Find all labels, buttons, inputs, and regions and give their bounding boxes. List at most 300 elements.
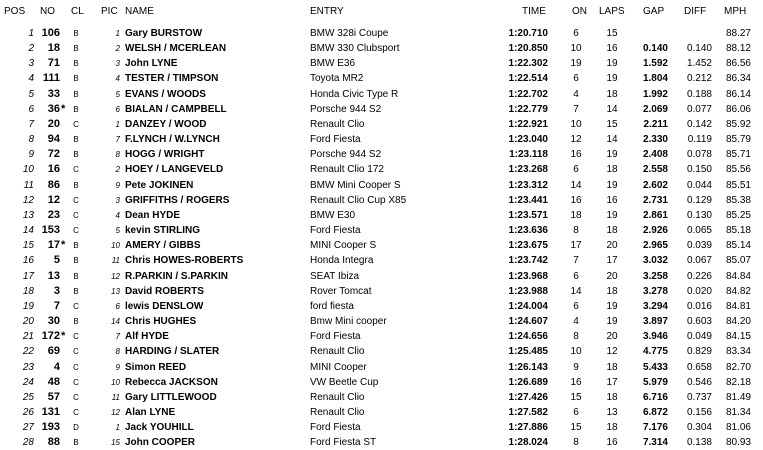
car-number-cell: 23 <box>47 208 60 221</box>
speed-mph-cell: 85.56 <box>725 164 751 176</box>
lap-time-cell: 1:22.302 <box>508 58 548 70</box>
best-lap-on-cell: 10 <box>570 118 582 130</box>
lap-time-cell: 1:26.143 <box>508 361 548 373</box>
class-cell: B <box>73 256 79 266</box>
car-entry-cell: Ford Fiesta <box>310 134 361 146</box>
gap-cell: 2.731 <box>642 194 668 206</box>
class-cell: D <box>73 423 79 433</box>
driver-name-cell: EVANS / WOODS <box>125 88 206 100</box>
driver-name-cell: Chris HUGHES <box>125 316 197 328</box>
position-in-class-cell: 2 <box>115 44 120 54</box>
class-cell: C <box>73 226 79 236</box>
gap-cell: 5.433 <box>642 361 668 373</box>
position-in-class-cell: 4 <box>115 74 120 84</box>
class-cell: B <box>73 180 79 190</box>
position-in-class-cell: 1 <box>115 29 120 38</box>
lap-time-cell: 1:24.004 <box>508 300 548 312</box>
class-cell: C <box>73 301 79 311</box>
driver-name-cell: HOGG / WRIGHT <box>125 149 205 161</box>
gap-cell: 6.716 <box>642 391 668 403</box>
table-row <box>0 147 763 162</box>
position-cell: 18 <box>22 285 34 297</box>
diff-cell: 0.304 <box>686 422 712 434</box>
position-cell: 22 <box>22 346 34 358</box>
position-cell: 27 <box>22 422 34 434</box>
table-row <box>0 420 763 435</box>
speed-mph-cell: 84.82 <box>725 285 751 297</box>
car-entry-cell: Honda Integra <box>310 255 374 267</box>
car-number-cell: 13 <box>47 269 60 282</box>
lap-time-cell: 1:23.118 <box>509 149 548 161</box>
header-diff: DIFF <box>684 6 707 17</box>
laps-cell: 15 <box>606 28 618 39</box>
car-number-cell: 88 <box>47 436 60 449</box>
best-lap-on-cell: 10 <box>570 43 582 55</box>
laps-cell: 19 <box>606 179 618 191</box>
position-in-class-cell: 10 <box>111 377 120 387</box>
header-cl: CL <box>71 6 84 17</box>
speed-mph-cell: 86.06 <box>725 103 751 115</box>
lap-time-cell: 1:23.968 <box>508 270 548 282</box>
gap-cell: 1.804 <box>642 73 668 85</box>
diff-cell: 0.156 <box>686 407 712 418</box>
car-number-cell: 30 <box>47 315 60 328</box>
speed-mph-cell: 86.56 <box>725 58 751 70</box>
position-cell: 15 <box>22 240 34 252</box>
best-lap-on-cell: 18 <box>570 209 582 221</box>
gap-cell: 0.140 <box>642 43 668 55</box>
table-row <box>0 208 763 223</box>
table-row <box>0 71 763 86</box>
table-row <box>0 162 763 177</box>
class-cell: B <box>73 241 79 251</box>
position-in-class-cell: 9 <box>115 362 120 372</box>
best-lap-on-cell: 8 <box>573 331 579 343</box>
gap-cell: 5.979 <box>642 376 668 388</box>
laps-cell: 19 <box>606 73 618 85</box>
diff-cell: 0.150 <box>686 164 712 176</box>
header-entry: ENTRY <box>310 6 344 17</box>
car-entry-cell: Ford Fiesta <box>310 225 361 237</box>
car-entry-cell: Renault Clio <box>310 346 365 358</box>
car-entry-cell: MINI Cooper S <box>310 240 377 252</box>
best-lap-on-cell: 4 <box>573 88 579 100</box>
marker-cell: * <box>61 239 66 252</box>
marker-cell: * <box>61 102 66 115</box>
position-cell: 26 <box>22 407 34 418</box>
best-lap-on-cell: 16 <box>570 149 582 161</box>
laps-cell: 20 <box>606 331 618 343</box>
position-cell: 12 <box>22 194 34 206</box>
best-lap-on-cell: 6 <box>573 300 579 312</box>
laps-cell: 18 <box>606 164 618 176</box>
position-cell: 7 <box>28 118 34 130</box>
gap-cell: 4.775 <box>642 346 668 358</box>
class-cell: B <box>73 150 79 160</box>
table-row <box>0 299 763 314</box>
gap-cell: 3.032 <box>642 255 668 267</box>
lap-time-cell: 1:24.607 <box>508 316 548 328</box>
car-number-cell: 153 <box>41 224 60 237</box>
diff-cell: 0.129 <box>686 194 712 206</box>
lap-time-cell: 1:23.441 <box>508 194 548 206</box>
position-cell: 28 <box>22 437 34 449</box>
speed-mph-cell: 84.81 <box>725 300 751 312</box>
position-in-class-cell: 6 <box>115 301 120 311</box>
lap-time-cell: 1:27.886 <box>508 422 548 434</box>
laps-cell: 16 <box>606 194 618 206</box>
laps-cell: 19 <box>606 149 618 161</box>
diff-cell: 0.130 <box>686 209 712 221</box>
position-cell: 20 <box>22 316 34 328</box>
position-cell: 4 <box>28 73 34 85</box>
diff-cell: 0.138 <box>686 437 712 449</box>
car-entry-cell: Renault Clio 172 <box>310 164 384 176</box>
table-row <box>0 329 763 344</box>
table-row <box>0 344 763 359</box>
position-in-class-cell: 14 <box>111 317 120 327</box>
car-entry-cell: Ford Fiesta <box>310 422 361 434</box>
driver-name-cell: TESTER / TIMPSON <box>125 73 219 85</box>
table-row <box>0 193 763 208</box>
position-in-class-cell: 13 <box>111 286 120 296</box>
class-cell: B <box>73 135 79 145</box>
driver-name-cell: Dean HYDE <box>125 209 181 221</box>
lap-time-cell: 1:28.024 <box>508 437 548 449</box>
laps-cell: 17 <box>606 255 618 267</box>
position-in-class-cell: 3 <box>115 195 120 205</box>
header-mph: MPH <box>724 6 747 17</box>
gap-cell: 1.592 <box>642 58 668 70</box>
car-entry-cell: Renault Clio <box>310 407 365 418</box>
car-number-cell: 12 <box>47 193 60 206</box>
position-cell: 14 <box>22 225 34 237</box>
speed-mph-cell: 84.20 <box>725 316 751 328</box>
speed-mph-cell: 86.34 <box>725 73 751 85</box>
laps-cell: 18 <box>606 88 618 100</box>
header-pic: PIC <box>101 6 118 17</box>
position-in-class-cell: 7 <box>115 332 120 342</box>
header-on: ON <box>572 6 587 17</box>
marker-cell: * <box>61 330 66 343</box>
gap-cell: 2.602 <box>642 179 668 191</box>
driver-name-cell: AMERY / GIBBS <box>125 240 201 252</box>
car-number-cell: 193 <box>41 421 60 434</box>
position-in-class-cell: 15 <box>111 438 120 448</box>
lap-time-cell: 1:20.710 <box>508 28 548 39</box>
gap-cell: 2.558 <box>642 164 668 176</box>
diff-cell: 0.065 <box>686 225 712 237</box>
diff-cell: 0.212 <box>686 73 712 85</box>
best-lap-on-cell: 6 <box>573 407 579 418</box>
driver-name-cell: Gary LITTLEWOOD <box>125 391 217 403</box>
car-entry-cell: Rover Tomcat <box>310 285 372 297</box>
best-lap-on-cell: 12 <box>570 134 582 146</box>
car-entry-cell: BMW 328i Coupe <box>310 28 389 39</box>
car-number-cell: 18 <box>47 42 60 55</box>
gap-cell: 6.872 <box>642 407 668 418</box>
best-lap-on-cell: 8 <box>573 225 579 237</box>
table-row <box>0 26 763 41</box>
header-pos: POS <box>4 6 26 17</box>
position-in-class-cell: 1 <box>115 423 120 433</box>
laps-cell: 18 <box>606 225 618 237</box>
class-cell: C <box>73 195 79 205</box>
class-cell: B <box>73 59 79 69</box>
car-entry-cell: BMW 330 Clubsport <box>310 43 400 55</box>
speed-mph-cell: 88.27 <box>725 28 751 39</box>
laps-cell: 13 <box>606 407 618 418</box>
speed-mph-cell: 85.79 <box>725 134 751 146</box>
driver-name-cell: Rebecca JACKSON <box>125 376 218 388</box>
driver-name-cell: Simon REED <box>125 361 187 373</box>
table-row <box>0 435 763 450</box>
position-cell: 24 <box>22 376 34 388</box>
car-number-cell: 131 <box>41 406 60 418</box>
speed-mph-cell: 85.18 <box>725 225 751 237</box>
car-entry-cell: Honda Civic Type R <box>310 88 399 100</box>
position-in-class-cell: 9 <box>115 180 120 190</box>
class-cell: C <box>73 119 79 129</box>
laps-cell: 19 <box>606 58 618 70</box>
table-row <box>0 360 763 375</box>
speed-mph-cell: 85.14 <box>725 240 751 252</box>
car-entry-cell: BMW E30 <box>310 209 356 221</box>
driver-name-cell: Chris HOWES-ROBERTS <box>125 255 244 267</box>
class-cell: C <box>73 332 79 342</box>
best-lap-on-cell: 16 <box>570 376 582 388</box>
car-entry-cell: Bmw Mini cooper <box>310 316 387 328</box>
laps-cell: 14 <box>606 103 618 115</box>
car-number-cell: 57 <box>47 390 60 403</box>
lap-time-cell: 1:23.312 <box>508 179 548 191</box>
car-number-cell: 71 <box>47 57 60 70</box>
lap-time-cell: 1:22.921 <box>508 118 548 130</box>
car-number-cell: 106 <box>41 27 60 39</box>
position-in-class-cell: 8 <box>115 347 120 357</box>
best-lap-on-cell: 17 <box>570 240 582 252</box>
speed-mph-cell: 85.38 <box>725 194 751 206</box>
position-in-class-cell: 3 <box>115 59 120 69</box>
driver-name-cell: Alan LYNE <box>125 407 176 418</box>
best-lap-on-cell: 9 <box>573 361 579 373</box>
best-lap-on-cell: 14 <box>570 179 582 191</box>
car-number-cell: 111 <box>42 72 60 85</box>
best-lap-on-cell: 7 <box>573 255 579 267</box>
best-lap-on-cell: 6 <box>573 73 579 85</box>
class-cell: B <box>73 44 79 54</box>
lap-time-cell: 1:23.675 <box>508 240 548 252</box>
lap-time-cell: 1:26.689 <box>508 376 548 388</box>
header-time: TIME <box>522 6 546 17</box>
driver-name-cell: John LYNE <box>125 58 178 70</box>
best-lap-on-cell: 6 <box>573 164 579 176</box>
diff-cell: 0.546 <box>686 376 712 388</box>
best-lap-on-cell: 15 <box>570 391 582 403</box>
class-cell: B <box>73 317 79 327</box>
driver-name-cell: Jack YOUHILL <box>125 422 194 434</box>
car-number-cell: 20 <box>47 117 60 130</box>
lap-time-cell: 1:22.779 <box>508 103 548 115</box>
laps-cell: 20 <box>606 270 618 282</box>
speed-mph-cell: 82.18 <box>725 376 751 388</box>
laps-cell: 19 <box>606 300 618 312</box>
gap-cell: 2.069 <box>642 103 668 115</box>
car-entry-cell: Ford Fiesta <box>310 331 361 343</box>
position-cell: 9 <box>28 149 34 161</box>
position-in-class-cell: 7 <box>115 135 120 145</box>
lap-time-cell: 1:23.636 <box>508 225 548 237</box>
diff-cell: 0.020 <box>686 285 712 297</box>
speed-mph-cell: 85.07 <box>725 255 751 267</box>
header-laps: LAPS <box>599 6 625 17</box>
class-cell: C <box>73 210 79 220</box>
best-lap-on-cell: 14 <box>570 285 582 297</box>
car-entry-cell: Toyota MR2 <box>310 73 364 85</box>
lap-time-cell: 1:23.571 <box>508 209 548 221</box>
gap-cell: 7.314 <box>642 437 668 449</box>
best-lap-on-cell: 6 <box>573 28 579 39</box>
car-entry-cell: BMW E36 <box>310 58 356 70</box>
position-in-class-cell: 6 <box>115 104 120 114</box>
lap-time-cell: 1:25.485 <box>508 346 548 358</box>
class-cell: C <box>73 362 79 372</box>
driver-name-cell: R.PARKIN / S.PARKIN <box>125 270 228 282</box>
car-entry-cell: BMW Mini Cooper S <box>310 179 401 191</box>
best-lap-on-cell: 4 <box>573 316 579 328</box>
table-row <box>0 102 763 117</box>
position-in-class-cell: 11 <box>111 256 120 266</box>
table-row <box>0 87 763 102</box>
position-in-class-cell: 2 <box>115 165 120 175</box>
diff-cell: 0.226 <box>686 270 712 282</box>
car-entry-cell: VW Beetle Cup <box>310 376 379 388</box>
best-lap-on-cell: 7 <box>573 103 579 115</box>
position-cell: 10 <box>22 164 34 176</box>
position-cell: 3 <box>28 58 34 70</box>
position-in-class-cell: 10 <box>111 241 120 251</box>
car-entry-cell: Ford Fiesta ST <box>310 437 377 449</box>
table-row <box>0 178 763 193</box>
lap-time-cell: 1:27.582 <box>508 407 548 418</box>
class-cell: B <box>73 29 79 38</box>
diff-cell: 0.044 <box>686 179 712 191</box>
car-entry-cell: Renault Clio <box>310 391 365 403</box>
diff-cell: 0.737 <box>686 391 712 403</box>
speed-mph-cell: 82.70 <box>725 361 751 373</box>
position-cell: 16 <box>22 255 34 267</box>
table-row <box>0 132 763 147</box>
class-cell: B <box>73 74 79 84</box>
gap-cell: 3.278 <box>642 285 668 297</box>
lap-time-cell: 1:22.702 <box>508 88 548 100</box>
diff-cell: 0.603 <box>686 316 712 328</box>
class-cell: C <box>73 165 79 175</box>
laps-cell: 18 <box>606 391 618 403</box>
diff-cell: 0.067 <box>686 255 712 267</box>
speed-mph-cell: 80.93 <box>725 437 751 449</box>
car-entry-cell: Renault Clio Cup X85 <box>310 194 407 206</box>
laps-cell: 19 <box>606 209 618 221</box>
lap-time-cell: 1:24.656 <box>508 331 548 343</box>
gap-cell: 2.408 <box>642 149 668 161</box>
best-lap-on-cell: 15 <box>570 422 582 434</box>
gap-cell: 3.258 <box>642 270 668 282</box>
car-entry-cell: MINI Cooper <box>310 361 367 373</box>
lap-time-cell: 1:23.040 <box>508 134 548 146</box>
speed-mph-cell: 85.92 <box>725 118 751 130</box>
gap-cell: 2.211 <box>643 118 668 130</box>
car-entry-cell: Porsche 944 S2 <box>310 149 382 161</box>
speed-mph-cell: 84.84 <box>725 270 751 282</box>
driver-name-cell: Alf HYDE <box>125 331 169 343</box>
gap-cell: 2.965 <box>642 240 668 252</box>
speed-mph-cell: 85.25 <box>725 209 751 221</box>
car-number-cell: 172 <box>41 330 60 343</box>
position-cell: 25 <box>22 391 34 403</box>
speed-mph-cell: 83.34 <box>725 346 751 358</box>
car-number-cell: 5 <box>53 254 60 267</box>
car-number-cell: 17 <box>47 239 60 252</box>
car-entry-cell: ford fiesta <box>310 300 354 312</box>
position-in-class-cell: 5 <box>115 226 120 236</box>
table-row <box>0 223 763 238</box>
lap-time-cell: 1:23.268 <box>508 164 548 176</box>
diff-cell: 0.188 <box>686 88 712 100</box>
lap-time-cell: 1:22.514 <box>508 73 548 85</box>
driver-name-cell: Pete JOKINEN <box>125 179 194 191</box>
position-cell: 6 <box>28 103 34 115</box>
speed-mph-cell: 81.06 <box>725 422 751 434</box>
driver-name-cell: BIALAN / CAMPBELL <box>125 103 227 115</box>
diff-cell: 0.078 <box>686 149 712 161</box>
speed-mph-cell: 81.49 <box>725 391 751 403</box>
class-cell: B <box>73 438 79 448</box>
laps-cell: 16 <box>606 437 618 449</box>
header-no: NO <box>40 6 55 17</box>
driver-name-cell: GRIFFITHS / ROGERS <box>125 194 230 206</box>
laps-cell: 18 <box>606 285 618 297</box>
laps-cell: 17 <box>606 376 618 388</box>
table-row <box>0 269 763 284</box>
class-cell: C <box>73 392 79 402</box>
header-gap: GAP <box>643 6 665 17</box>
position-cell: 2 <box>28 43 34 55</box>
speed-mph-cell: 85.51 <box>725 179 751 191</box>
lap-time-cell: 1:20.850 <box>508 43 548 55</box>
diff-cell: 0.077 <box>686 103 712 115</box>
position-cell: 1 <box>28 28 34 39</box>
car-entry-cell: SEAT Ibiza <box>310 270 360 282</box>
driver-name-cell: HOEY / LANGEVELD <box>125 164 224 176</box>
position-cell: 8 <box>28 134 34 146</box>
best-lap-on-cell: 8 <box>573 437 579 449</box>
car-entry-cell: Porsche 944 S2 <box>310 103 382 115</box>
diff-cell: 0.049 <box>686 331 712 343</box>
laps-cell: 14 <box>606 134 618 146</box>
gap-cell: 7.176 <box>642 422 668 434</box>
position-in-class-cell: 4 <box>115 210 120 220</box>
car-number-cell: 69 <box>47 345 60 358</box>
position-cell: 23 <box>22 361 34 373</box>
car-number-cell: 72 <box>47 148 60 161</box>
car-number-cell: 86 <box>47 178 60 191</box>
best-lap-on-cell: 19 <box>570 58 582 70</box>
diff-cell: 0.016 <box>686 300 712 312</box>
laps-cell: 20 <box>606 240 618 252</box>
gap-cell: 2.926 <box>642 225 668 237</box>
gap-cell: 2.861 <box>642 209 668 221</box>
